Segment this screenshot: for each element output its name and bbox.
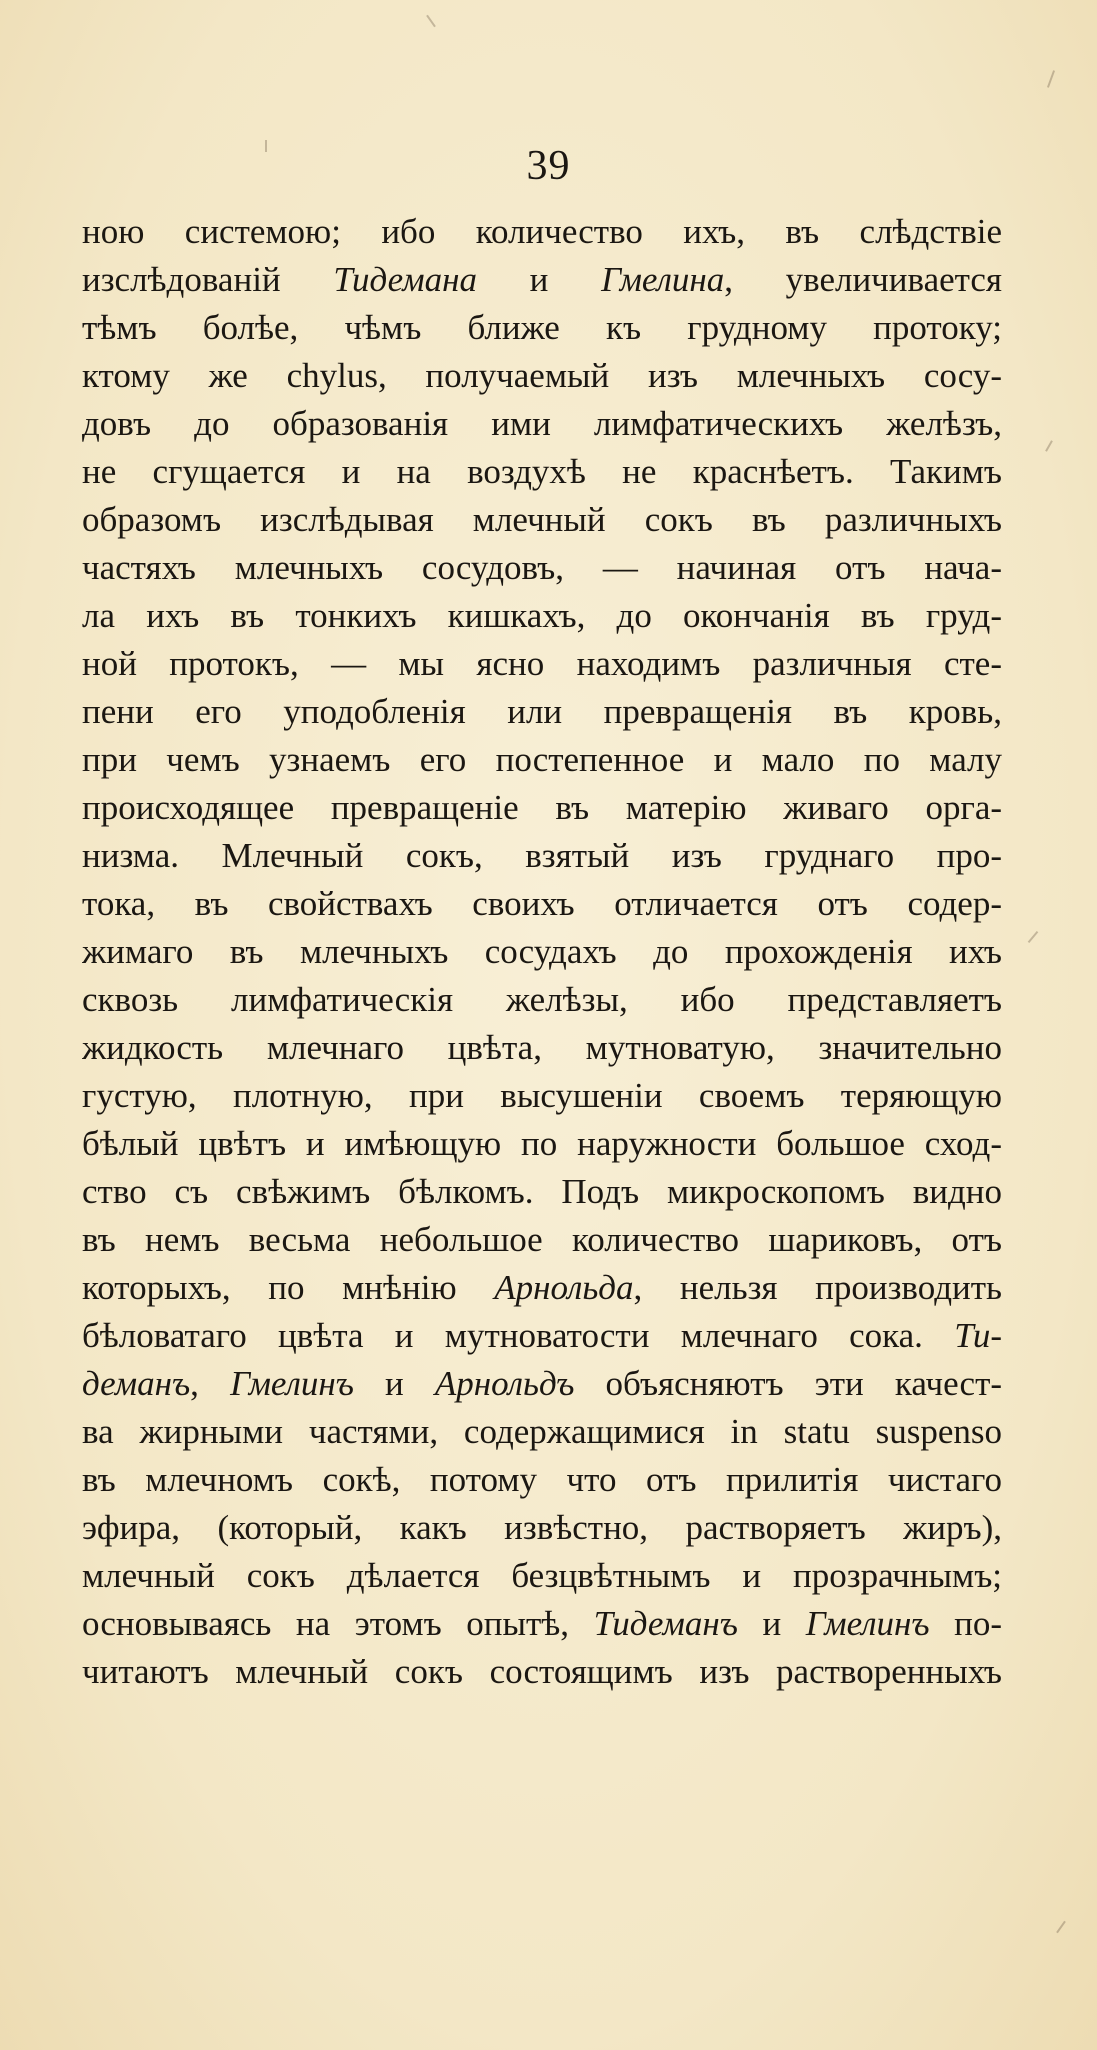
text-run: бѣлый цвѣтъ и имѣющую по наружности большое сход- (82, 1124, 1002, 1163)
text-run: млечный сокъ дѣлается безцвѣтнымъ и прозрачнымъ; (82, 1556, 1002, 1595)
text-run: ною системою; ибо количество ихъ, въ слѣдствіе (82, 212, 1002, 251)
body-text (82, 208, 1002, 1696)
paper-speck (1047, 70, 1055, 88)
text-run: читаютъ млечный сокъ состоящимъ изъ растворенныхъ (82, 1652, 1002, 1691)
text-run: и (353, 1364, 435, 1403)
text-run: низма. Млечный сокъ, взятый изъ груднаго про- (82, 836, 1002, 875)
italic-name: Гмелина (601, 260, 725, 299)
text-run: пени его уподобленія или превращенія въ кровь, (82, 692, 1002, 731)
text-run: изслѣдованій (82, 260, 334, 299)
text-line (82, 400, 1002, 448)
page-number: 39 (526, 143, 571, 189)
text-run: , (190, 1364, 231, 1403)
italic-name: Гмелинъ (805, 1604, 930, 1643)
text-run: ва жирными частями, содержащимися in statu suspenso (82, 1412, 1002, 1451)
text-line (82, 640, 1002, 688)
text-line (82, 880, 1002, 928)
text-line (82, 1264, 1002, 1312)
text-line (82, 1648, 1002, 1696)
text-line (82, 1120, 1002, 1168)
text-run: объясняютъ эти качест- (574, 1364, 1002, 1403)
text-run: ктому же chylus, получаемый изъ млечныхъ сосу- (82, 356, 1002, 395)
text-line (82, 1168, 1002, 1216)
text-run: тѣмъ болѣе, чѣмъ ближе къ грудному протоку; (82, 308, 1002, 347)
text-run: сквозь лимфатическія желѣзы, ибо представляетъ (82, 980, 1002, 1019)
text-line (82, 496, 1002, 544)
text-line (82, 928, 1002, 976)
text-run: тока, въ свойствахъ своихъ отличается отъ содер- (82, 884, 1002, 923)
italic-name: Арнольда (494, 1268, 634, 1307)
text-run: частяхъ млечныхъ сосудовъ, — начиная отъ нача- (82, 548, 1002, 587)
text-run: , нельзя производить (633, 1268, 1002, 1307)
text-line (82, 832, 1002, 880)
text-run: эфира, (который, какъ извѣстно, растворяетъ жиръ), (82, 1508, 1002, 1547)
text-run: при чемъ узнаемъ его постепенное и мало по малу (82, 740, 1002, 779)
text-run: жидкость млечнаго цвѣта, мутноватую, значительно (82, 1028, 1002, 1067)
text-line (82, 1504, 1002, 1552)
text-line (82, 688, 1002, 736)
text-line (82, 1552, 1002, 1600)
text-run: которыхъ, по мнѣнію (82, 1268, 495, 1307)
text-run: бѣловатаго цвѣта и мутноватости млечнаго сока. (82, 1316, 955, 1355)
text-run: густую, плотную, при высушеніи своемъ теряющую (82, 1076, 1002, 1115)
text-run: , увеличивается (724, 260, 1002, 299)
text-run: ство съ свѣжимъ бѣлкомъ. Подъ микроскопомъ видно (82, 1172, 1002, 1211)
text-line (82, 448, 1002, 496)
paper-speck (265, 140, 267, 152)
text-run: не сгущается и на воздухѣ не краснѣетъ. Такимъ (82, 452, 1002, 491)
italic-name: Ти- (954, 1316, 1002, 1355)
text-line (82, 1072, 1002, 1120)
text-line (82, 304, 1002, 352)
text-line (82, 1360, 1002, 1408)
text-line (82, 1456, 1002, 1504)
text-line (82, 976, 1002, 1024)
text-line (82, 256, 1002, 304)
text-run: и (737, 1604, 806, 1643)
text-run: въ немъ весьма небольшое количество шариковъ, отъ (82, 1220, 1002, 1259)
text-run: ной протокъ, — мы ясно находимъ различныя сте- (82, 644, 1002, 683)
paper-speck (426, 15, 436, 28)
text-line (82, 592, 1002, 640)
italic-name: Гмелинъ (230, 1364, 354, 1403)
text-run: основываясь на этомъ опытѣ, (82, 1604, 594, 1643)
text-run: и (476, 260, 602, 299)
text-run: ла ихъ въ тонкихъ кишкахъ, до окончанія въ груд- (82, 596, 1002, 635)
italic-name: Тидеманъ (593, 1604, 738, 1643)
paper-speck (1056, 1921, 1066, 1934)
text-run: жимаго въ млечныхъ сосудахъ до прохожденія ихъ (82, 932, 1002, 971)
text-line (82, 544, 1002, 592)
text-line (82, 1312, 1002, 1360)
italic-name: Арнольдъ (434, 1364, 575, 1403)
text-line (82, 784, 1002, 832)
text-line (82, 736, 1002, 784)
text-run: происходящее превращеніе въ матерію живаго орга- (82, 788, 1002, 827)
text-line (82, 1216, 1002, 1264)
text-run: образомъ изслѣдывая млечный сокъ въ различныхъ (82, 500, 1002, 539)
text-line (82, 352, 1002, 400)
text-run: въ млечномъ сокѣ, потому что отъ прилитія чистаго (82, 1460, 1002, 1499)
text-line (82, 1600, 1002, 1648)
paper-speck (1028, 931, 1039, 943)
paper-speck (1045, 440, 1053, 451)
italic-name: Тидемана (333, 260, 477, 299)
text-line (82, 1024, 1002, 1072)
italic-name: деманъ (82, 1364, 191, 1403)
text-run: довъ до образованія ими лимфатическихъ желѣзъ, (82, 404, 1002, 443)
text-line (82, 208, 1002, 256)
text-run: по- (929, 1604, 1002, 1643)
text-line (82, 1408, 1002, 1456)
